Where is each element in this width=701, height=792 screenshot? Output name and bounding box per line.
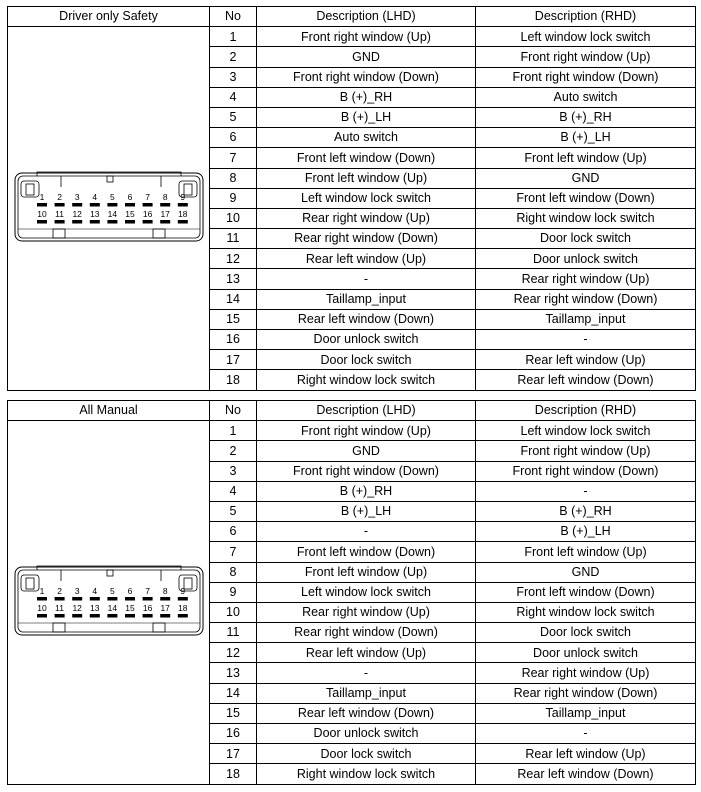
pin-number: 18 xyxy=(210,764,257,784)
description-lhd: B (+)_LH xyxy=(257,107,476,127)
pin-number: 7 xyxy=(210,542,257,562)
connector-pin-terminal xyxy=(72,597,82,601)
connector-pin-terminal xyxy=(89,597,99,601)
pin-number: 11 xyxy=(210,229,257,249)
connector-pin-terminal xyxy=(177,614,187,618)
connector-tab-right xyxy=(153,623,165,632)
description-lhd: Rear right window (Down) xyxy=(257,229,476,249)
description-rhd: Door unlock switch xyxy=(476,643,696,663)
description-lhd: Auto switch xyxy=(257,128,476,148)
connector-pin-label: 15 xyxy=(124,603,135,614)
connector-inner-outline xyxy=(18,176,200,238)
description-rhd: Taillamp_input xyxy=(476,703,696,723)
pin-number: 2 xyxy=(210,441,257,461)
pin-number: 12 xyxy=(210,249,257,269)
description-lhd: Front right window (Down) xyxy=(257,461,476,481)
connector-pin-terminal xyxy=(107,597,117,601)
description-lhd: B (+)_LH xyxy=(257,501,476,521)
description-rhd: Rear left window (Up) xyxy=(476,744,696,764)
pin-number: 14 xyxy=(210,683,257,703)
connector-pin-terminal xyxy=(72,220,82,224)
connector-pin-terminal xyxy=(142,220,152,224)
connector-tab-right xyxy=(153,229,165,238)
description-lhd: Rear left window (Up) xyxy=(257,249,476,269)
pin-number: 10 xyxy=(210,602,257,622)
pin-number: 18 xyxy=(210,370,257,390)
pin-number: 16 xyxy=(210,330,257,350)
connector-pin-terminal xyxy=(54,597,64,601)
connector-pin-label: 7 xyxy=(144,586,150,597)
description-rhd: B (+)_RH xyxy=(476,501,696,521)
column-header-lhd: Description (LHD) xyxy=(257,7,476,27)
description-rhd: Front left window (Up) xyxy=(476,148,696,168)
description-rhd: Front right window (Up) xyxy=(476,47,696,67)
column-header-no: No xyxy=(210,401,257,421)
description-lhd: Rear left window (Up) xyxy=(257,643,476,663)
description-rhd: Front right window (Up) xyxy=(476,441,696,461)
description-lhd: Taillamp_input xyxy=(257,289,476,309)
pin-number: 1 xyxy=(210,27,257,47)
description-rhd: Front left window (Up) xyxy=(476,542,696,562)
connector-pin-label: 11 xyxy=(54,209,64,220)
description-lhd: Front left window (Down) xyxy=(257,542,476,562)
pin-number: 11 xyxy=(210,623,257,643)
connector-pin-terminal xyxy=(37,220,47,224)
description-lhd: Front right window (Up) xyxy=(257,27,476,47)
pin-number: 4 xyxy=(210,87,257,107)
pin-number: 13 xyxy=(210,269,257,289)
pin-number: 6 xyxy=(210,522,257,542)
connector-diagram xyxy=(13,169,205,245)
pin-number: 1 xyxy=(210,421,257,441)
connector-pin-label: 2 xyxy=(56,192,62,203)
description-lhd: Front right window (Down) xyxy=(257,67,476,87)
description-lhd: Door lock switch xyxy=(257,350,476,370)
description-rhd: Right window lock switch xyxy=(476,208,696,228)
connector-pin-label: 4 xyxy=(91,586,97,597)
connector-image-cell xyxy=(8,421,210,784)
connector-pin-terminal xyxy=(160,203,170,207)
description-lhd: GND xyxy=(257,47,476,67)
pin-number: 5 xyxy=(210,107,257,127)
description-rhd: Taillamp_input xyxy=(476,309,696,329)
description-lhd: - xyxy=(257,663,476,683)
description-lhd: Right window lock switch xyxy=(257,370,476,390)
description-rhd: Rear left window (Down) xyxy=(476,764,696,784)
pin-number: 16 xyxy=(210,724,257,744)
connector-pin-terminal xyxy=(177,220,187,224)
column-header-lhd: Description (LHD) xyxy=(257,401,476,421)
description-rhd: Left window lock switch xyxy=(476,421,696,441)
table-title: All Manual xyxy=(8,401,210,421)
description-rhd: Rear right window (Down) xyxy=(476,683,696,703)
connector-pin-label: 18 xyxy=(177,603,188,614)
description-lhd: Rear right window (Up) xyxy=(257,602,476,622)
connector-pin-terminal xyxy=(37,597,47,601)
connector-pin-label: 16 xyxy=(142,603,152,614)
connector-pin-terminal xyxy=(142,597,152,601)
connector-pin-label: 8 xyxy=(162,192,168,203)
connector-pin-label: 9 xyxy=(179,192,185,203)
connector-pin-label: 3 xyxy=(74,192,80,203)
connector-pin-label: 17 xyxy=(159,603,170,614)
connector-pin-terminal xyxy=(54,203,64,207)
description-lhd: Door lock switch xyxy=(257,744,476,764)
description-lhd: B (+)_RH xyxy=(257,87,476,107)
connector-pin-label: 6 xyxy=(127,192,132,203)
column-header-no: No xyxy=(210,7,257,27)
description-rhd: Front left window (Down) xyxy=(476,582,696,602)
connector-pin-terminal xyxy=(125,203,135,207)
description-lhd: - xyxy=(257,269,476,289)
description-rhd: GND xyxy=(476,168,696,188)
connector-table-driver-only-safety xyxy=(7,6,696,391)
connector-pin-terminal xyxy=(89,203,99,207)
pin-number: 15 xyxy=(210,703,257,723)
pin-number: 3 xyxy=(210,67,257,87)
connector-diagram xyxy=(13,563,205,639)
connector-pin-terminal xyxy=(142,614,152,618)
description-lhd: Rear right window (Up) xyxy=(257,208,476,228)
description-lhd: Rear left window (Down) xyxy=(257,309,476,329)
connector-pin-label: 5 xyxy=(109,586,115,597)
description-lhd: Front left window (Down) xyxy=(257,148,476,168)
pin-number: 4 xyxy=(210,481,257,501)
connector-tab-left xyxy=(53,623,65,632)
description-rhd: Front right window (Down) xyxy=(476,67,696,87)
pin-number: 9 xyxy=(210,582,257,602)
connector-outline xyxy=(15,173,203,241)
connector-pin-terminal xyxy=(72,203,82,207)
description-lhd: Left window lock switch xyxy=(257,188,476,208)
header-row xyxy=(8,7,696,27)
connector-outline xyxy=(15,567,203,635)
pin-number: 6 xyxy=(210,128,257,148)
description-lhd: GND xyxy=(257,441,476,461)
connector-pin-terminal xyxy=(37,203,47,207)
connector-pin-label: 13 xyxy=(89,209,100,220)
connector-key xyxy=(107,570,113,576)
connector-pin-label: 16 xyxy=(142,209,152,220)
description-rhd: Door lock switch xyxy=(476,229,696,249)
description-lhd: Rear right window (Down) xyxy=(257,623,476,643)
connector-pin-terminal xyxy=(160,614,170,618)
description-rhd: Front right window (Down) xyxy=(476,461,696,481)
connector-pin-terminal xyxy=(107,220,117,224)
connector-pin-terminal xyxy=(177,203,187,207)
connector-pin-label: 13 xyxy=(89,603,100,614)
connector-pin-label: 6 xyxy=(127,586,132,597)
description-rhd: - xyxy=(476,724,696,744)
connector-pin-terminal xyxy=(72,614,82,618)
description-rhd: Rear right window (Up) xyxy=(476,269,696,289)
connector-pin-label: 14 xyxy=(107,603,117,614)
connector-pin-label: 15 xyxy=(124,209,135,220)
connector-pin-label: 1 xyxy=(39,586,44,597)
header-row xyxy=(8,401,696,421)
connector-pin-terminal xyxy=(54,220,64,224)
pin-number: 15 xyxy=(210,309,257,329)
table-title: Driver only Safety xyxy=(8,7,210,27)
description-rhd: B (+)_LH xyxy=(476,522,696,542)
description-lhd: Rear left window (Down) xyxy=(257,703,476,723)
connector-pin-label: 3 xyxy=(74,586,80,597)
connector-pin-terminal xyxy=(54,614,64,618)
description-lhd: Door unlock switch xyxy=(257,724,476,744)
description-lhd: - xyxy=(257,522,476,542)
description-rhd: Rear left window (Down) xyxy=(476,370,696,390)
pin-number: 13 xyxy=(210,663,257,683)
connector-pin-terminal xyxy=(37,614,47,618)
connector-pin-label: 8 xyxy=(162,586,168,597)
connector-image-cell xyxy=(8,27,210,390)
connector-pin-terminal xyxy=(177,597,187,601)
connector-pin-label: 14 xyxy=(107,209,117,220)
connector-pin-label: 17 xyxy=(159,209,170,220)
connector-pin-terminal xyxy=(142,203,152,207)
connector-pin-label: 12 xyxy=(71,209,82,220)
connector-pin-label: 2 xyxy=(56,586,62,597)
connector-pin-label: 4 xyxy=(91,192,97,203)
pin-number: 7 xyxy=(210,148,257,168)
description-lhd: Left window lock switch xyxy=(257,582,476,602)
description-lhd: Door unlock switch xyxy=(257,330,476,350)
description-rhd: - xyxy=(476,330,696,350)
connector-pin-label: 5 xyxy=(109,192,115,203)
description-lhd: Right window lock switch xyxy=(257,764,476,784)
table-row xyxy=(8,421,696,441)
connector-pin-label: 1 xyxy=(39,192,44,203)
connector-pin-terminal xyxy=(125,597,135,601)
connector-latch-left xyxy=(21,575,39,591)
connector-pin-terminal xyxy=(89,614,99,618)
description-lhd: Front left window (Up) xyxy=(257,168,476,188)
description-rhd: Auto switch xyxy=(476,87,696,107)
description-lhd: B (+)_RH xyxy=(257,481,476,501)
pin-number: 17 xyxy=(210,744,257,764)
description-rhd: Rear left window (Up) xyxy=(476,350,696,370)
connector-pin-terminal xyxy=(160,597,170,601)
connector-pin-terminal xyxy=(107,203,117,207)
pin-number: 10 xyxy=(210,208,257,228)
connector-pin-terminal xyxy=(107,614,117,618)
pin-number: 17 xyxy=(210,350,257,370)
description-lhd: Front left window (Up) xyxy=(257,562,476,582)
connector-pin-label: 7 xyxy=(144,192,150,203)
column-header-rhd: Description (RHD) xyxy=(476,401,696,421)
pin-number: 9 xyxy=(210,188,257,208)
description-rhd: GND xyxy=(476,562,696,582)
pin-number: 12 xyxy=(210,643,257,663)
connector-pin-terminal xyxy=(125,614,135,618)
connector-tab-left xyxy=(53,229,65,238)
description-rhd: Left window lock switch xyxy=(476,27,696,47)
connector-pin-label: 12 xyxy=(71,603,82,614)
description-rhd: Door lock switch xyxy=(476,623,696,643)
pin-number: 2 xyxy=(210,47,257,67)
description-rhd: - xyxy=(476,481,696,501)
connector-key xyxy=(107,176,113,182)
connector-table-all-manual xyxy=(7,400,696,785)
connector-pin-label: 10 xyxy=(36,209,47,220)
pin-number: 8 xyxy=(210,168,257,188)
connector-pin-label: 18 xyxy=(177,209,188,220)
pin-number: 3 xyxy=(210,461,257,481)
description-lhd: Front right window (Up) xyxy=(257,421,476,441)
connector-pin-label: 10 xyxy=(36,603,47,614)
description-rhd: B (+)_RH xyxy=(476,107,696,127)
description-rhd: Front left window (Down) xyxy=(476,188,696,208)
column-header-rhd: Description (RHD) xyxy=(476,7,696,27)
description-rhd: Rear right window (Down) xyxy=(476,289,696,309)
description-rhd: B (+)_LH xyxy=(476,128,696,148)
pin-number: 14 xyxy=(210,289,257,309)
connector-pin-label: 11 xyxy=(54,603,64,614)
connector-pin-terminal xyxy=(89,220,99,224)
description-rhd: Rear right window (Up) xyxy=(476,663,696,683)
description-lhd: Taillamp_input xyxy=(257,683,476,703)
connector-pin-terminal xyxy=(160,220,170,224)
connector-pin-label: 9 xyxy=(179,586,185,597)
table-row xyxy=(8,27,696,47)
connector-pin-terminal xyxy=(125,220,135,224)
description-rhd: Door unlock switch xyxy=(476,249,696,269)
pin-number: 5 xyxy=(210,501,257,521)
description-rhd: Right window lock switch xyxy=(476,602,696,622)
pin-number: 8 xyxy=(210,562,257,582)
